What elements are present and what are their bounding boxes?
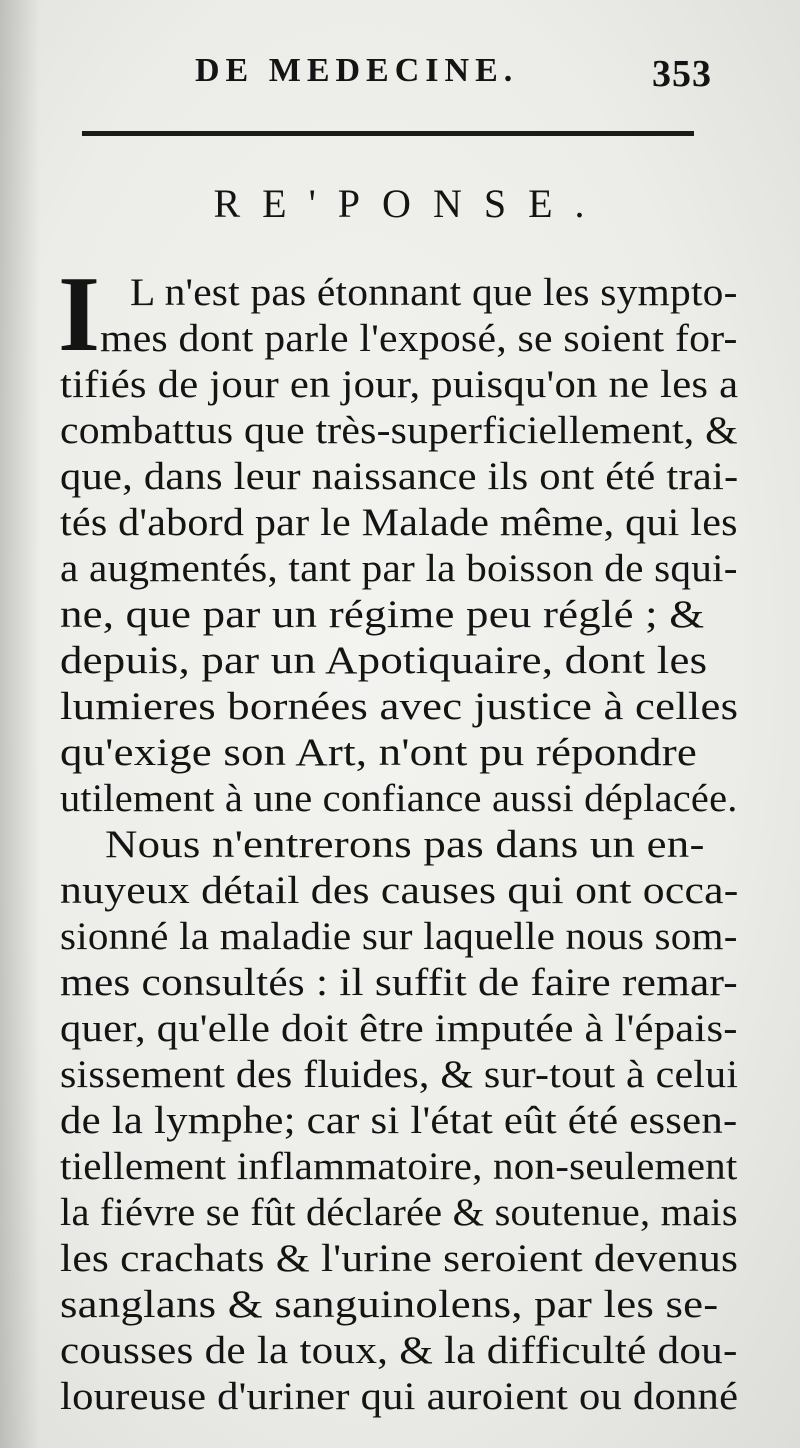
text-line: cousses de la toux, & la difficulté dou-: [60, 1329, 738, 1372]
text-line: quer, qu'elle doit être imputée à l'épais-: [60, 1007, 738, 1050]
text-line: sionné la maladie sur laquelle nous som-: [60, 915, 738, 958]
text-line: les crachats & l'urine seroient devenus: [60, 1237, 739, 1280]
page-number: 353: [652, 53, 712, 95]
text-line: mes consultés : il suffit de faire remar-: [60, 961, 738, 1004]
text-line: lumieres bornées avec justice à celles: [60, 685, 739, 728]
text-line: sanglans & sanguinolens, par les se-: [60, 1283, 719, 1326]
text-line: tés d'abord par le Malade même, qui les: [60, 501, 738, 544]
page-header: [0, 52, 800, 96]
text-line: a augmentés, tant par la boisson de squi-: [60, 547, 738, 590]
section-title: RE'PONSE.: [213, 181, 607, 226]
text-line: tifiés de jour en jour, puisqu'on ne les a: [60, 363, 739, 406]
running-head: DE MEDECINE.: [195, 52, 519, 89]
text-line: depuis, par un Apotiquaire, dont les: [60, 639, 708, 682]
text-line: utilement à une confiance aussi déplacée.: [60, 777, 738, 820]
text-line: mes dont parle l'exposé, se soient for-: [100, 317, 738, 360]
text-line: loureuse d'uriner qui auroient ou donné: [60, 1375, 739, 1418]
text-line: L n'est pas étonnant que les sympto-: [130, 271, 738, 314]
drop-cap: I: [58, 255, 101, 374]
text-line: ne, que par un régime peu réglé ; &: [60, 593, 705, 636]
text-line: nuyeux détail des causes qui ont occa-: [60, 869, 739, 912]
text-line: qu'exige son Art, n'ont pu répondre: [60, 731, 698, 774]
text-line: que, dans leur naissance ils ont été trai-: [60, 455, 739, 498]
text-line: la fiévre se fût déclarée & soutenue, mais: [60, 1191, 738, 1234]
text-line: sissement des fluides, & sur-tout à celui: [60, 1053, 739, 1096]
text-line: combattus que très-superficiellement, &: [60, 409, 738, 452]
text-line: de la lymphe; car si l'état eût été essen-: [60, 1099, 738, 1142]
header-rule: [82, 131, 694, 136]
text-line: Nous n'entrerons pas dans un en-: [105, 823, 705, 866]
text-line: tiellement inflammatoire, non-seulement: [60, 1145, 738, 1188]
